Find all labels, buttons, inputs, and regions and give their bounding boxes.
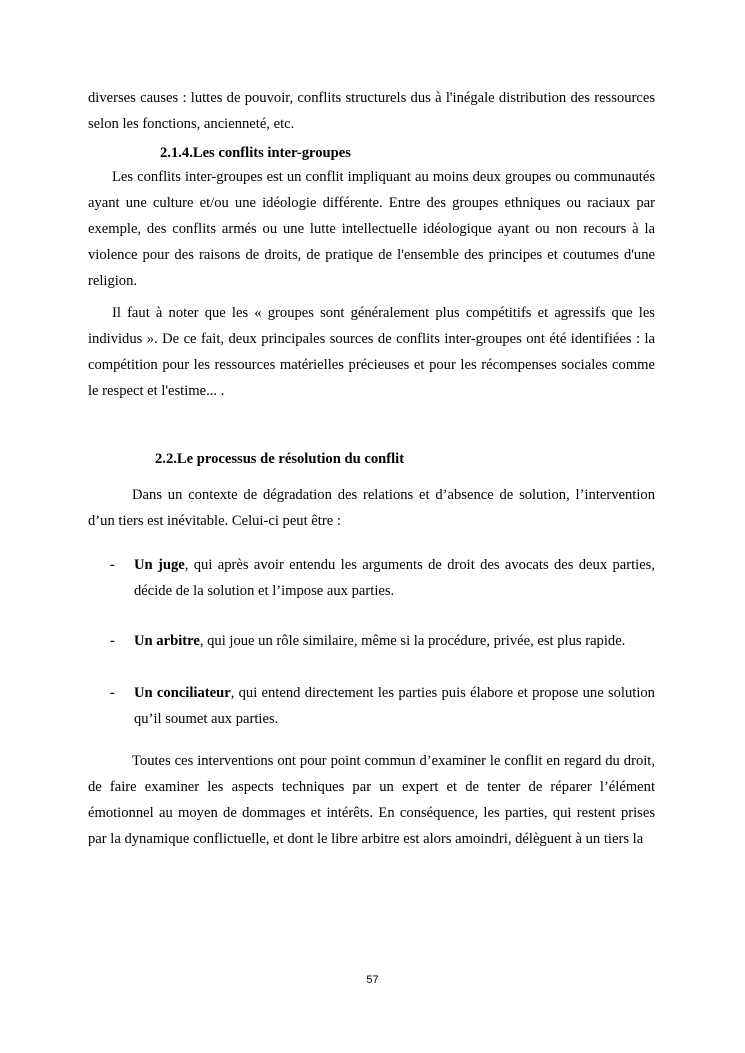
bullet-text: , qui entend directement les parties puis élabore et propose une solution qu’il soumet aux parties. — [134, 685, 655, 727]
list-item — [110, 628, 655, 654]
list-item — [110, 552, 655, 604]
section-heading-2-1-4 — [160, 140, 560, 166]
bullet-term: Un juge — [134, 557, 185, 573]
paragraph-intergroup-definition: Les conflits inter-groupes est un conflit impliquant au moins deux groupes ou communautés ayant une culture et/ou une idéologie différente. Entre des groupes ethniques ou raciaux par exemple, des conflits armés ou une lutte intellectuelle idéologique ayant ou non recours à la violence pour des raisons de droits, de pratique de l'ensemble des principes et coutumes d'une religion. — [88, 169, 655, 289]
bullet-term: Un conciliateur — [134, 685, 231, 701]
paragraph-intergroup-sources: Il faut à noter que les « groupes sont généralement plus compétitifs et agressifs que les individus ». De ce fait, deux principales sources de conflits inter-groupes ont été identifiées : la compétition pour les ressources matérielles précieuses et pour les récompenses sociales comme le respect et l'estime... . — [88, 305, 655, 399]
paragraph-continuation: diverses causes : luttes de pouvoir, conflits structurels dus à l'inégale distribution des ressources selon les fonctions, ancienneté, etc. — [88, 90, 655, 132]
bullet-dash: - — [110, 685, 115, 701]
bullet-dash: - — [110, 633, 115, 649]
paragraph-interventions-common-point: Toutes ces interventions ont pour point commun d’examiner le conflit en regard du droit, de faire examiner les aspects techniques par un expert et de tenter de réparer l’élément émotionnel au moyen de dommages et intérêts. En conséquence, les parties, qui restent prises par la dynamique conflictuelle, et dont le libre arbitre est alors amoindri, délèguent à un tiers la — [88, 753, 655, 847]
section-heading-2-2 — [155, 446, 555, 472]
section-number: 2.1.4. — [160, 145, 193, 161]
page-number: 57 — [366, 974, 379, 986]
bullet-text: , qui après avoir entendu les arguments de droit des avocats des deux parties, décide de la solution et l’impose aux parties. — [134, 557, 656, 599]
section-number: 2.2. — [155, 451, 177, 467]
section-title: Les conflits inter-groupes — [192, 145, 351, 161]
paragraph-third-party-intro: Dans un contexte de dégradation des relations et d’absence de solution, l’intervention d’un tiers est inévitable. Celui-ci peut être : — [88, 487, 655, 529]
list-item — [110, 680, 655, 732]
section-title: Le processus de résolution du conflit — [176, 451, 405, 467]
bullet-text: , qui joue un rôle similaire, même si la procédure, privée, est plus rapide. — [199, 633, 626, 649]
bullet-term: Un arbitre — [134, 633, 200, 649]
bullet-dash: - — [110, 557, 115, 573]
